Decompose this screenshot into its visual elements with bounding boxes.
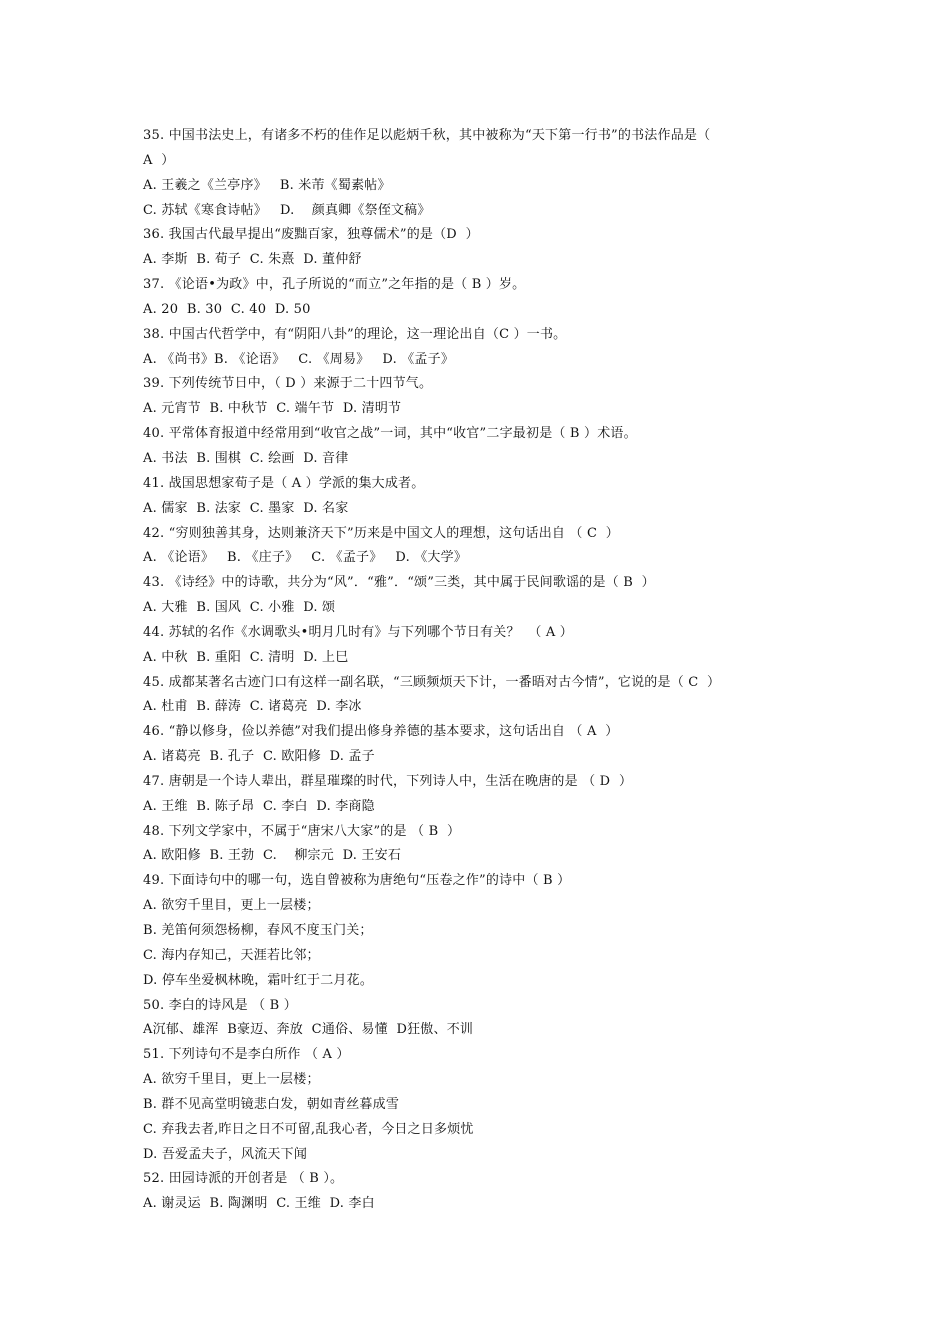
question-49-option-b: B. 羌笛何须怨杨柳，春风不度玉门关；	[143, 923, 373, 938]
question-35-options-cd: C. 苏轼《寒食诗帖》 D. 颜真卿《祭侄文稿》	[143, 202, 431, 218]
question-43-text: 43. 《诗经》中的诗歌，共分为“风”．“雅”．“颂”三类，其中属于民间歌谣的是（ B ）	[143, 575, 655, 591]
question-48-text: 48. 下列文学家中，不属于“唐宋八大家”的是 （ B ）	[143, 823, 461, 839]
question-35-answer: A ）	[143, 152, 175, 168]
question-49-option-a: A. 欲穷千里目，更上一层楼；	[143, 898, 320, 914]
question-39-text: 39. 下列传统节日中，（ D ）来源于二十四节气。	[143, 376, 433, 392]
question-38-options: A. 《尚书》B. 《论语》 C. 《周易》 D. 《孟子》	[143, 351, 455, 367]
question-38-text: 38. 中国古代哲学中，有“阴阳八卦”的理论，这一理论出自（C ）一书。	[143, 326, 567, 342]
question-41-text: 41. 战国思想家荀子是（ A ）学派的集大成者。	[143, 475, 425, 491]
question-51-option-b: B. 群不见高堂明镜悲白发，朝如青丝暮成雪	[143, 1096, 400, 1112]
question-39-options: A. 元宵节 B. 中秋节 C. 端午节 D. 清明节	[143, 401, 402, 417]
question-52-text: 52. 田园诗派的开创者是 （ B ）。	[143, 1171, 344, 1187]
question-37-text: 37. 《论语•为政》中，孔子所说的“而立”之年指的是（ B ）岁。	[143, 277, 526, 293]
question-list	[143, 124, 813, 1217]
question-36-text: 36. 我国古代最早提出“废黜百家，独尊儒术”的是（D ）	[143, 227, 479, 243]
question-42-options: A. 《论语》 B. 《庄子》 C. 《孟子》 D. 《大学》	[143, 550, 468, 566]
question-49-option-d: D. 停车坐爱枫林晚，霜叶红于二月花。	[143, 972, 374, 988]
question-40-options: A. 书法 B. 围棋 C. 绘画 D. 音律	[143, 450, 349, 466]
question-51-option-c: C. 弃我去者,昨日之日不可留,乱我心者，今日之日多烦忧	[143, 1121, 474, 1137]
question-37-options: A. 20 B. 30 C. 40 D. 50	[143, 301, 311, 317]
question-40-text: 40. 平常体育报道中经常用到“收官之战”一词，其中“收官”二字最初是（ B ）术语。	[143, 426, 637, 442]
question-49-text: 49. 下面诗句中的哪一句，选自曾被称为唐绝句“压卷之作”的诗中（ B ）	[143, 873, 571, 889]
question-41-options: A. 儒家 B. 法家 C. 墨家 D. 名家	[143, 500, 349, 516]
question-42-text: 42. “穷则独善其身，达则兼济天下”历来是中国文人的理想，这句话出自 （ C ）	[143, 525, 619, 541]
question-45-options: A. 杜甫 B. 薛涛 C. 诸葛亮 D. 李冰	[143, 699, 362, 715]
question-35-text: 35. 中国书法史上，有诸多不朽的佳作足以彪炳千秋，其中被称为“天下第一行书”的书法作品是（	[143, 128, 711, 143]
question-51-option-d: D. 吾爱孟夫子，风流天下闻	[143, 1146, 308, 1162]
question-47-text: 47. 唐朝是一个诗人辈出，群星璀璨的时代，下列诗人中，生活在晚唐的是 （ D ）	[143, 773, 633, 789]
question-51-option-a: A. 欲穷千里目，更上一层楼；	[143, 1072, 320, 1088]
question-45-text: 45. 成都某著名古迹门口有这样一副名联，“三顾频烦天下计，一番晤对古今情”，它说的是（ C ）	[143, 674, 721, 690]
question-46-options: A. 诸葛亮 B. 孔子 C. 欧阳修 D. 孟子	[143, 749, 375, 765]
question-43-options: A. 大雅 B. 国风 C. 小雅 D. 颂	[143, 600, 336, 616]
question-50-options: A沉郁、雄浑 B豪迈、奔放 C通俗、易懂 D狂傲、不训	[143, 1022, 474, 1038]
question-49-option-c: C. 海内存知己，天涯若比邻；	[143, 947, 320, 963]
question-47-options: A. 王维 B. 陈子昂 C. 李白 D. 李商隐	[143, 798, 375, 814]
question-52-options: A. 谢灵运 B. 陶渊明 C. 王维 D. 李白	[143, 1196, 375, 1212]
question-48-options: A. 欧阳修 B. 王勃 C. 柳宗元 D. 王安石	[143, 848, 402, 864]
question-35-options-ab: A. 王羲之《兰亭序》 B. 米芾《蜀素帖》	[143, 177, 391, 193]
question-44-options: A. 中秋 B. 重阳 C. 清明 D. 上巳	[143, 649, 349, 665]
question-36-options: A. 李斯 B. 荀子 C. 朱熹 D. 董仲舒	[143, 252, 362, 268]
question-44-text: 44. 苏轼的名作《水调歌头•明月几时有》与下列哪个节日有关？ （ A ）	[143, 624, 573, 640]
question-46-text: 46. “静以修身，俭以养德”对我们提出修身养德的基本要求，这句话出自 （ A ）	[143, 724, 619, 740]
question-51-text: 51. 下列诗句不是李白所作 （ A ）	[143, 1047, 350, 1063]
question-50-text: 50. 李白的诗风是 （ B ）	[143, 997, 297, 1013]
